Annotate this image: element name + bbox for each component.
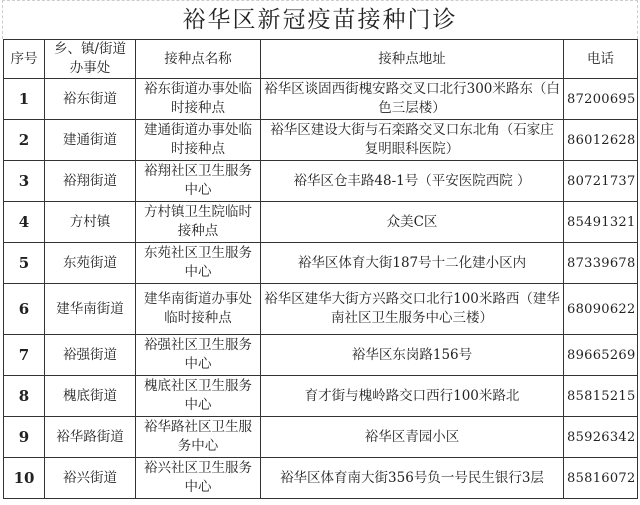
street-office: 裕华路街道 (45, 417, 136, 458)
page-title: 裕华区新冠疫苗接种门诊 (2, 0, 638, 39)
table-row (4, 161, 638, 202)
table-row (4, 202, 638, 243)
table-row (4, 417, 638, 458)
site-name: 东苑社区卫生服务中心 (136, 243, 261, 284)
table-row (4, 243, 638, 284)
site-address: 裕华区建设大街与石栾路交叉口东北角（石家庄复明眼科医院） (261, 120, 564, 161)
phone-number: 87200695 (564, 79, 638, 120)
street-office: 裕翔街道 (45, 161, 136, 202)
phone-number: 85815215 (564, 376, 638, 417)
site-name: 槐底社区卫生服务中心 (136, 376, 261, 417)
street-office: 裕兴街道 (45, 458, 136, 499)
street-office: 建通街道 (45, 120, 136, 161)
site-name: 方村镇卫生院临时接种点 (136, 202, 261, 243)
vaccination-sites-table (3, 39, 638, 499)
site-address: 裕华区青园小区 (261, 417, 564, 458)
street-office: 裕强街道 (45, 335, 136, 376)
site-name: 建华南街道办事处临时接种点 (136, 284, 261, 335)
phone-number: 80721737 (564, 161, 638, 202)
table-row (4, 120, 638, 161)
site-address: 裕华区体育大街187号十二化建小区内 (261, 243, 564, 284)
row-number: 3 (4, 161, 45, 202)
site-name: 裕强社区卫生服务中心 (136, 335, 261, 376)
phone-number: 68090622 (564, 284, 638, 335)
header-address: 接种点地址 (261, 40, 564, 79)
site-address: 裕华区东岗路156号 (261, 335, 564, 376)
row-number: 4 (4, 202, 45, 243)
site-address: 众美C区 (261, 202, 564, 243)
site-address: 裕华区仓丰路48-1号（平安医院西院 ） (261, 161, 564, 202)
row-number: 10 (4, 458, 45, 499)
row-number: 1 (4, 79, 45, 120)
header-no: 序号 (4, 40, 45, 79)
site-address: 裕华区体育南大街356号负一号民生银行3层 (261, 458, 564, 499)
row-number: 8 (4, 376, 45, 417)
row-number: 2 (4, 120, 45, 161)
site-name: 裕东街道办事处临时接种点 (136, 79, 261, 120)
row-number: 9 (4, 417, 45, 458)
row-number: 5 (4, 243, 45, 284)
site-address: 裕华区建华大街方兴路交口北行100米路西（建华南社区卫生服务中心三楼） (261, 284, 564, 335)
row-number: 6 (4, 284, 45, 335)
street-office: 建华南街道 (45, 284, 136, 335)
site-name: 裕翔社区卫生服务中心 (136, 161, 261, 202)
table-row (4, 335, 638, 376)
phone-number: 87339678 (564, 243, 638, 284)
site-address: 育才街与槐岭路交口西行100米路北 (261, 376, 564, 417)
site-name: 裕华路社区卫生服务中心 (136, 417, 261, 458)
header-site: 接种点名称 (136, 40, 261, 79)
site-name: 建通街道办事处临时接种点 (136, 120, 261, 161)
phone-number: 86012628 (564, 120, 638, 161)
header-row (4, 40, 638, 79)
table-row (4, 284, 638, 335)
header-street: 乡、镇/街道办事处 (45, 40, 136, 79)
site-name: 裕兴社区卫生服务中心 (136, 458, 261, 499)
phone-number: 85926342 (564, 417, 638, 458)
street-office: 东苑街道 (45, 243, 136, 284)
street-office: 裕东街道 (45, 79, 136, 120)
phone-number: 85491321 (564, 202, 638, 243)
table-row (4, 79, 638, 120)
street-office: 方村镇 (45, 202, 136, 243)
row-number: 7 (4, 335, 45, 376)
table-row (4, 458, 638, 499)
phone-number: 89665269 (564, 335, 638, 376)
header-phone: 电话 (564, 40, 638, 79)
site-address: 裕华区谈固西街槐安路交叉口北行300米路东（白色三层楼） (261, 79, 564, 120)
phone-number: 85816072 (564, 458, 638, 499)
table-row (4, 376, 638, 417)
street-office: 槐底街道 (45, 376, 136, 417)
